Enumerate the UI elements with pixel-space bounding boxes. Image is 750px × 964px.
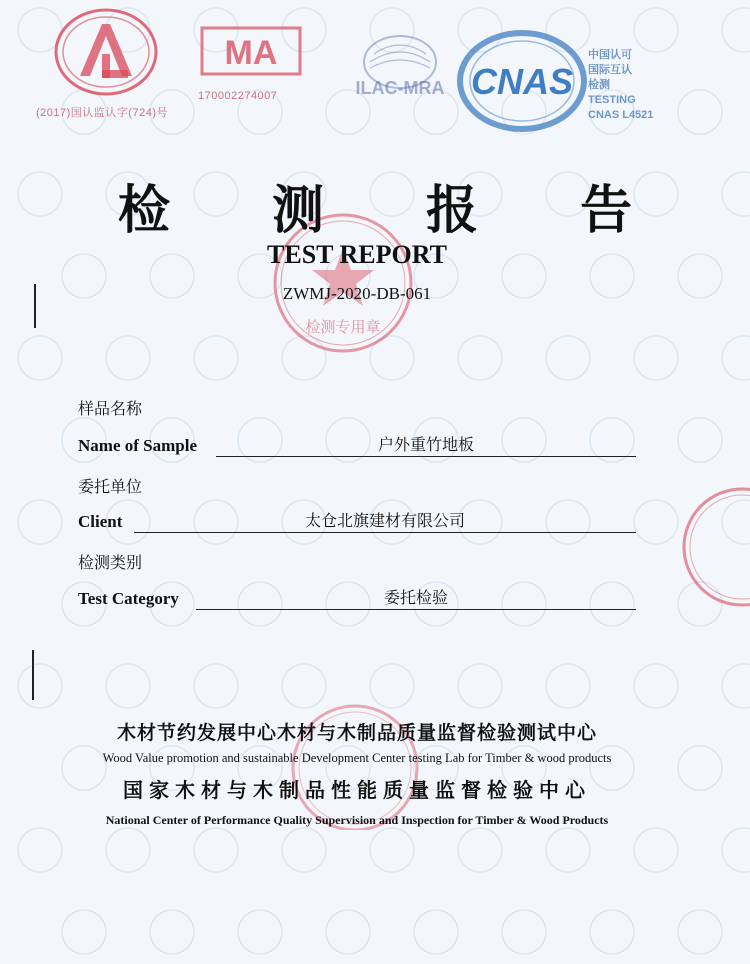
watermark-mark: [722, 336, 750, 380]
watermark-mark: [590, 910, 634, 954]
organisation-en-2: National Center of Performance Quality Supervision and Inspection for Timber & Wood Products: [105, 813, 609, 827]
watermark-mark: [546, 336, 590, 380]
sample-label-en: Name of Sample: [78, 436, 197, 455]
organisation-cn-2: 国家木材与木制品性能质量监督检验中心: [123, 778, 591, 802]
watermark-mark: [194, 336, 238, 380]
svg-text:CNAS: CNAS: [470, 61, 574, 102]
watermark-mark: [502, 910, 546, 954]
report-title-cn: 检 测 报 告: [117, 181, 675, 241]
cma-logo-icon: [196, 18, 306, 84]
watermark-mark: [370, 828, 414, 872]
client-label-cn: 委托单位: [78, 477, 143, 496]
watermark-mark: [18, 336, 62, 380]
watermark-mark: [634, 664, 678, 708]
watermark-mark: [194, 828, 238, 872]
cnas-side-line: 中国认可: [588, 49, 632, 61]
watermark-mark: [62, 910, 106, 954]
cal-logo-icon: [52, 6, 160, 98]
cnas-side-line: 国际互认: [588, 64, 632, 76]
category-label-cn: 检测类别: [78, 553, 143, 572]
cnas-side-text: [588, 48, 698, 123]
watermark-mark: [458, 664, 502, 708]
cnas-side-line: TESTING: [588, 94, 636, 106]
sample-label-cn: 样品名称: [78, 399, 143, 418]
watermark-mark: [106, 336, 150, 380]
client-value: 太仓北旗建材有限公司: [134, 510, 636, 533]
watermark-mark: [282, 828, 326, 872]
edge-seal-stamp: [676, 482, 750, 612]
report-title-en: TEST REPORT: [267, 240, 447, 269]
watermark-mark: [678, 910, 722, 954]
watermark-mark: [722, 664, 750, 708]
watermark-mark: [106, 664, 150, 708]
watermark-mark: [722, 828, 750, 872]
cal-caption: (2017)国认监认字(724)号: [36, 107, 168, 119]
watermark-mark: [458, 336, 502, 380]
watermark-mark: [238, 910, 282, 954]
report-number: ZWMJ-2020-DB-061: [282, 284, 432, 303]
client-label-en: Client: [78, 512, 123, 531]
svg-text:MA: MA: [224, 34, 278, 72]
margin-mark: [32, 650, 34, 700]
watermark-mark: [546, 664, 590, 708]
ilac-mra-logo-icon: [344, 32, 456, 112]
watermark-mark: [678, 418, 722, 462]
organisation-cn-1: 木材节约发展中心木材与木制品质量监督检验测试中心: [116, 722, 597, 744]
sample-value: 户外重竹地板: [216, 434, 636, 457]
watermark-mark: [150, 910, 194, 954]
watermark-mark: [326, 910, 370, 954]
watermark-mark: [18, 664, 62, 708]
cnas-side-line: 检测: [588, 79, 610, 91]
watermark-mark: [414, 910, 458, 954]
cma-caption: 170002274007: [198, 90, 278, 102]
organisation-en-1: Wood Value promotion and sustainable Development Center testing Lab for Timber & wood products: [102, 751, 612, 765]
watermark-mark: [634, 828, 678, 872]
svg-text:检测专用章: 检测专用章: [305, 318, 381, 336]
watermark-mark: [458, 828, 502, 872]
svg-text:ILAC-MRA: ILAC-MRA: [355, 78, 445, 98]
watermark-mark: [18, 828, 62, 872]
watermark-mark: [634, 336, 678, 380]
watermark-mark: [18, 500, 62, 544]
cnas-logo-icon: [452, 26, 592, 136]
watermark-mark: [634, 8, 678, 52]
watermark-mark: [106, 828, 150, 872]
watermark-mark: [546, 828, 590, 872]
watermark-mark: [194, 664, 238, 708]
watermark-mark: [722, 8, 750, 52]
category-label-en: Test Category: [78, 589, 179, 608]
watermark-mark: [634, 500, 678, 544]
cnas-side-line: CNAS L4521: [588, 109, 654, 121]
category-value: 委托检验: [196, 587, 636, 610]
